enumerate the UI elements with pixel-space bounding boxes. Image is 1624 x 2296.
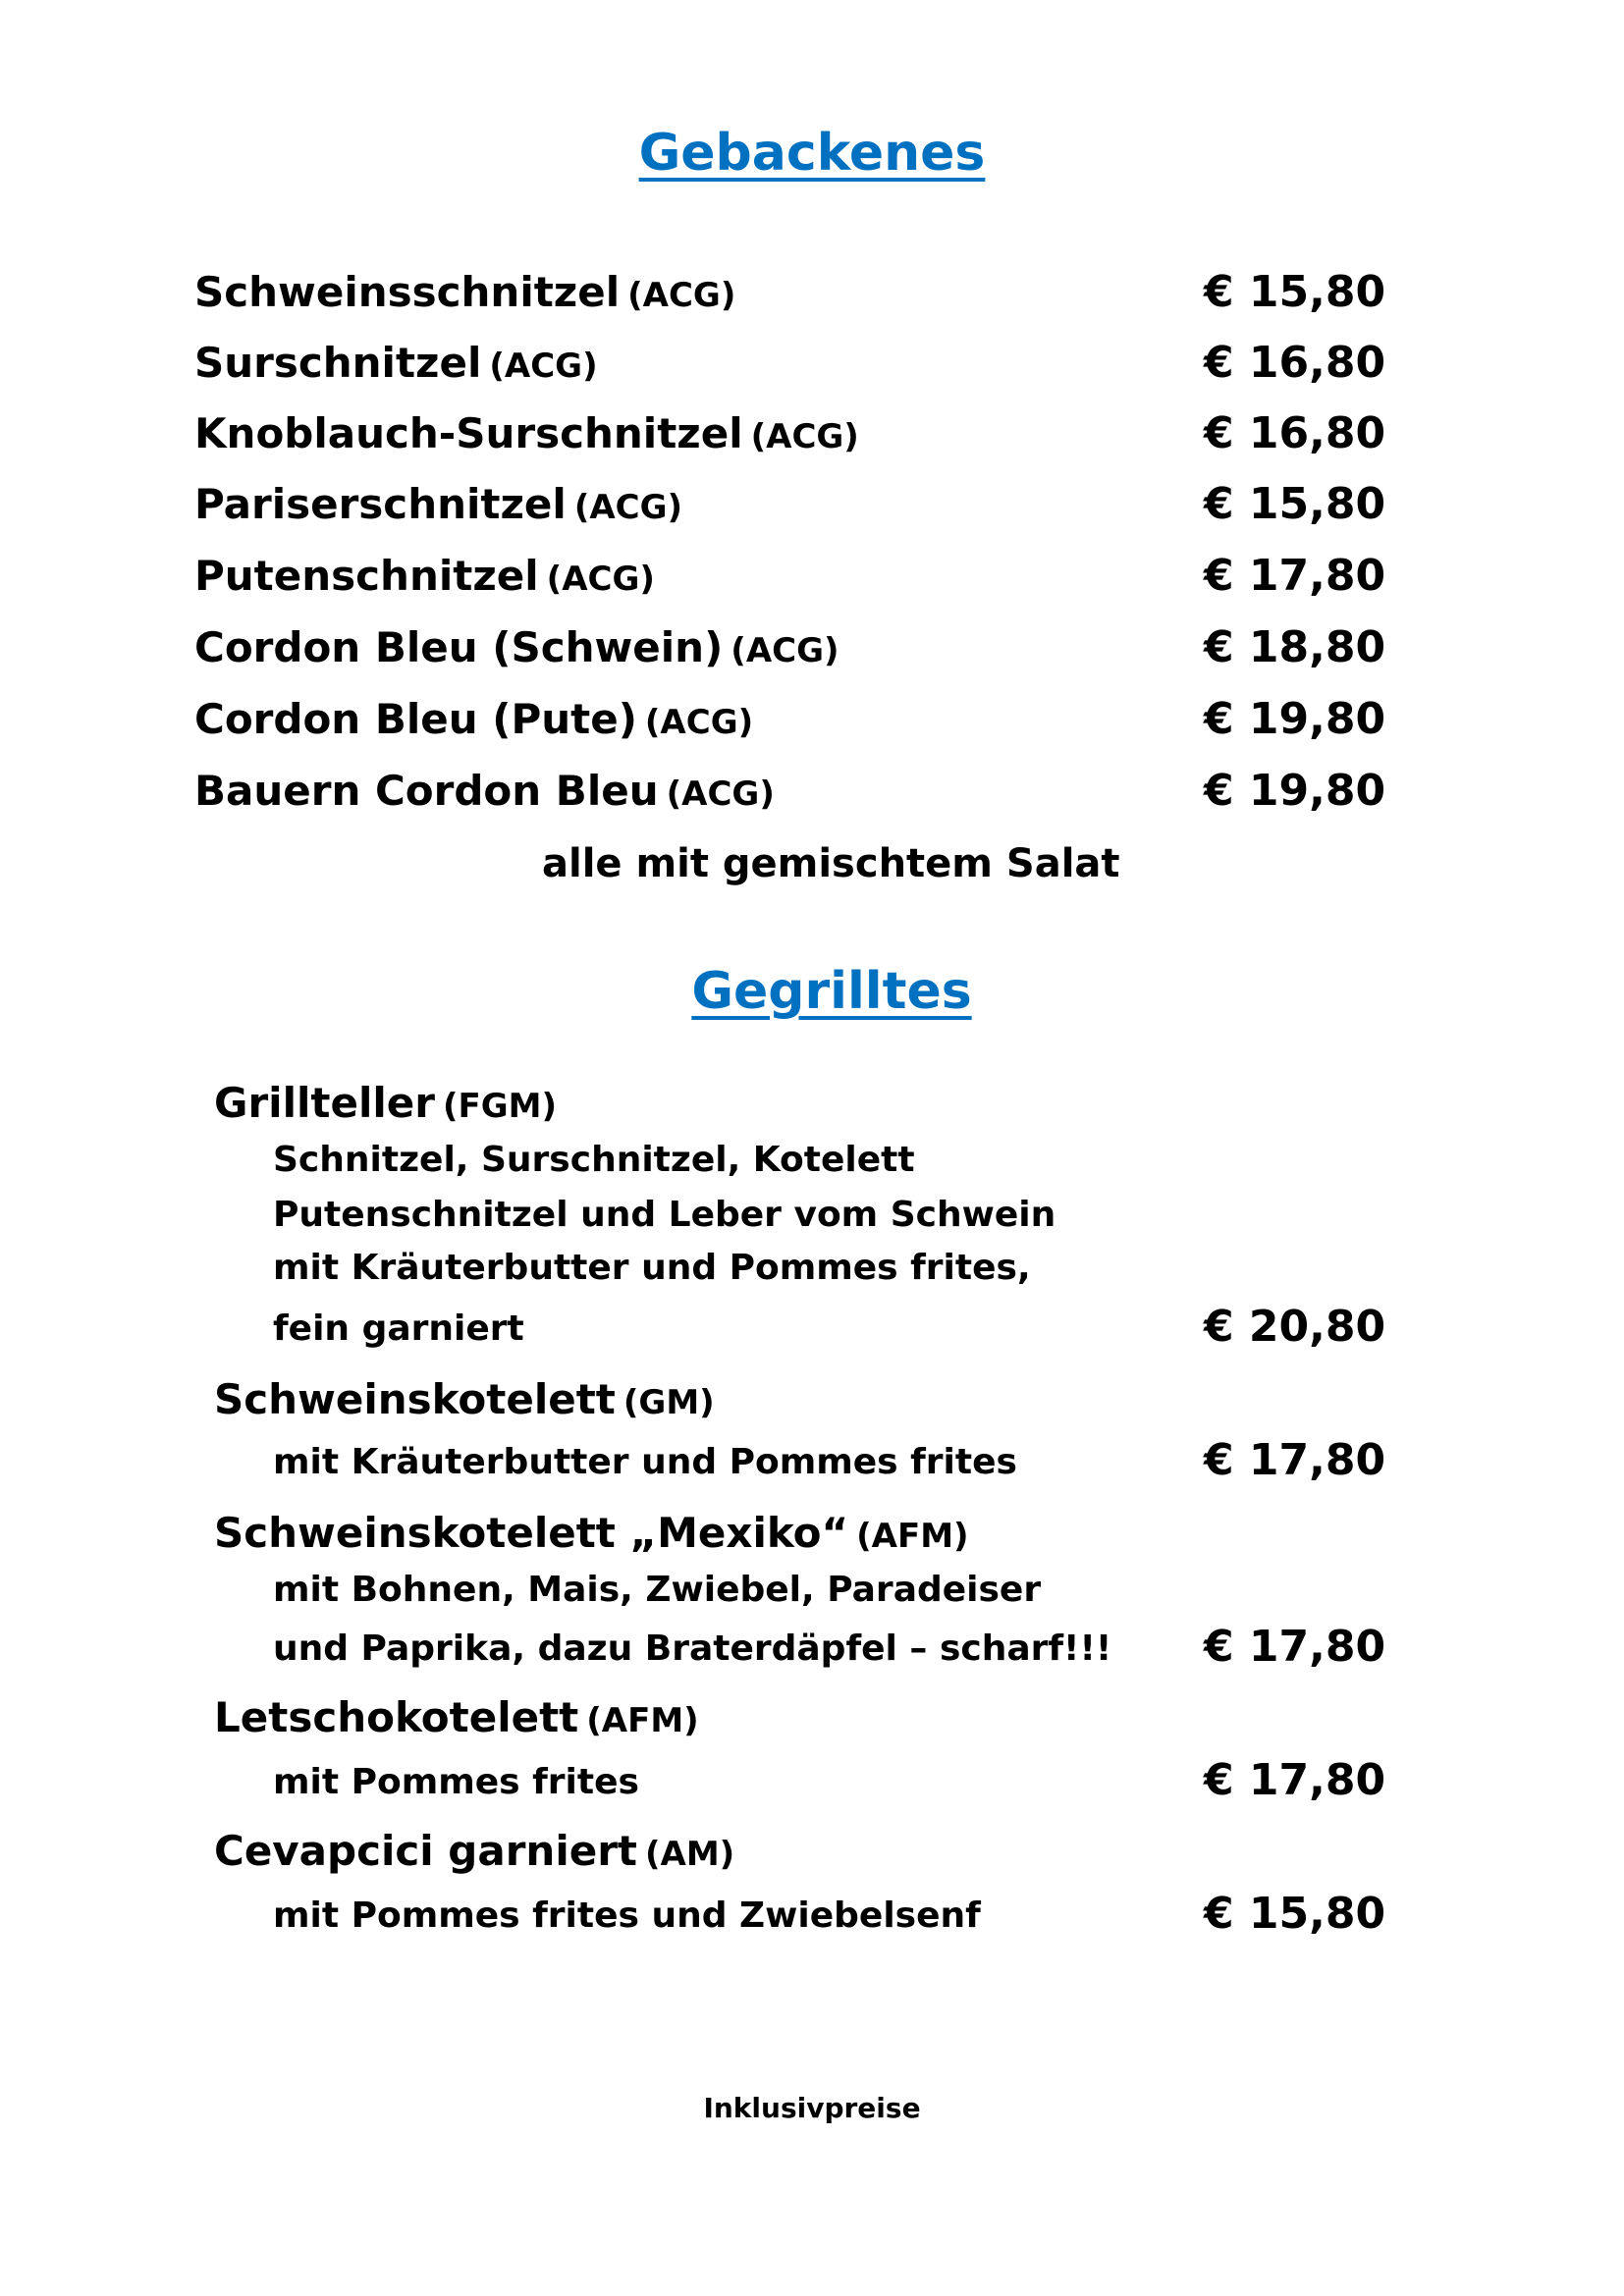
item-name-label <box>194 263 735 325</box>
item-price: € 19,80 <box>1204 694 1386 744</box>
item-description: mit Bohnen, Mais, Zwiebel, Paradeiser <box>273 1570 1042 1610</box>
item-description: Putenschnitzel und Leber vom Schwein <box>273 1195 1056 1235</box>
item-name: Cordon Bleu (Schwein) <box>194 623 724 671</box>
allergen-code: (ACG) <box>489 347 598 386</box>
item-description: und Paprika, dazu Braterdäpfel – scharf!!! <box>273 1629 1112 1669</box>
menu-item <box>0 263 1624 322</box>
item-name-label <box>214 1504 969 1566</box>
item-name-label <box>214 1688 699 1750</box>
item-name-label <box>214 1370 715 1432</box>
section-note: alle mit gemischtem Salat <box>542 841 1120 886</box>
item-price: € 15,80 <box>1204 267 1386 317</box>
menu-item <box>0 475 1624 534</box>
allergen-code: (GM) <box>623 1383 715 1422</box>
item-price: € 16,80 <box>1204 338 1386 388</box>
allergen-code: (ACG) <box>750 417 859 456</box>
menu-item <box>0 618 1624 677</box>
item-name-label <box>194 618 839 680</box>
item-price: € 17,80 <box>1204 1622 1386 1672</box>
item-price: € 17,80 <box>1204 1755 1386 1805</box>
item-description: mit Kräuterbutter und Pommes frites <box>273 1442 1017 1482</box>
item-name-label <box>194 762 775 824</box>
allergen-code: (ACG) <box>731 631 839 670</box>
section-title-gebackenes: Gebackenes <box>638 124 986 183</box>
item-name-label <box>194 690 753 752</box>
allergen-code: (ACG) <box>573 488 683 527</box>
section-title-gegrilltes: Gegrilltes <box>691 962 972 1021</box>
allergen-code: (ACG) <box>627 276 736 315</box>
footer-note: Inklusivpreise <box>703 2092 921 2124</box>
item-name: Cordon Bleu (Pute) <box>194 695 637 743</box>
item-name: Pariserschnitzel <box>194 480 567 528</box>
allergen-code: (AM) <box>645 1835 735 1874</box>
item-name: Putenschnitzel <box>194 552 539 600</box>
item-description: mit Pommes frites und Zwiebelsenf <box>273 1896 981 1936</box>
item-price: € 15,80 <box>1204 1889 1386 1939</box>
menu-item <box>0 334 1624 393</box>
allergen-code: (ACG) <box>644 703 754 742</box>
menu-item <box>0 547 1624 606</box>
item-name: Surschnitzel <box>194 339 482 387</box>
item-name: Schweinskotelett <box>214 1375 616 1423</box>
item-name: Schweinsschnitzel <box>194 268 621 316</box>
item-name-label <box>194 334 598 396</box>
item-name: Letschokotelett <box>214 1693 579 1741</box>
allergen-code: (AFM) <box>586 1701 699 1740</box>
item-price: € 17,80 <box>1204 551 1386 601</box>
menu-item <box>0 690 1624 749</box>
item-name: Grillteller <box>214 1079 435 1127</box>
allergen-code: (ACG) <box>546 560 655 599</box>
item-name-label <box>194 475 682 537</box>
menu-item <box>0 762 1624 821</box>
item-name-label <box>214 1074 557 1136</box>
allergen-code: (AFM) <box>856 1517 969 1556</box>
item-name-label <box>214 1822 734 1884</box>
menu-item <box>0 404 1624 463</box>
item-description: mit Pommes frites <box>273 1762 639 1802</box>
item-price: € 16,80 <box>1204 408 1386 458</box>
item-name: Bauern Cordon Bleu <box>194 767 659 815</box>
allergen-code: (ACG) <box>666 774 775 814</box>
item-price: € 19,80 <box>1204 766 1386 816</box>
item-description: Schnitzel, Surschnitzel, Kotelett <box>273 1140 915 1180</box>
item-name: Schweinskotelett „Mexiko“ <box>214 1509 849 1557</box>
item-name-label <box>194 404 859 466</box>
item-price: € 17,80 <box>1204 1435 1386 1485</box>
item-name: Knoblauch-Surschnitzel <box>194 409 743 457</box>
item-name-label <box>194 547 655 609</box>
item-name: Cevapcici garniert <box>214 1827 637 1875</box>
item-description: mit Kräuterbutter und Pommes frites, <box>273 1248 1031 1288</box>
item-price: € 20,80 <box>1204 1302 1386 1352</box>
allergen-code: (FGM) <box>442 1087 557 1126</box>
item-price: € 18,80 <box>1204 622 1386 672</box>
item-price: € 15,80 <box>1204 479 1386 529</box>
item-description: fein garniert <box>273 1308 524 1349</box>
